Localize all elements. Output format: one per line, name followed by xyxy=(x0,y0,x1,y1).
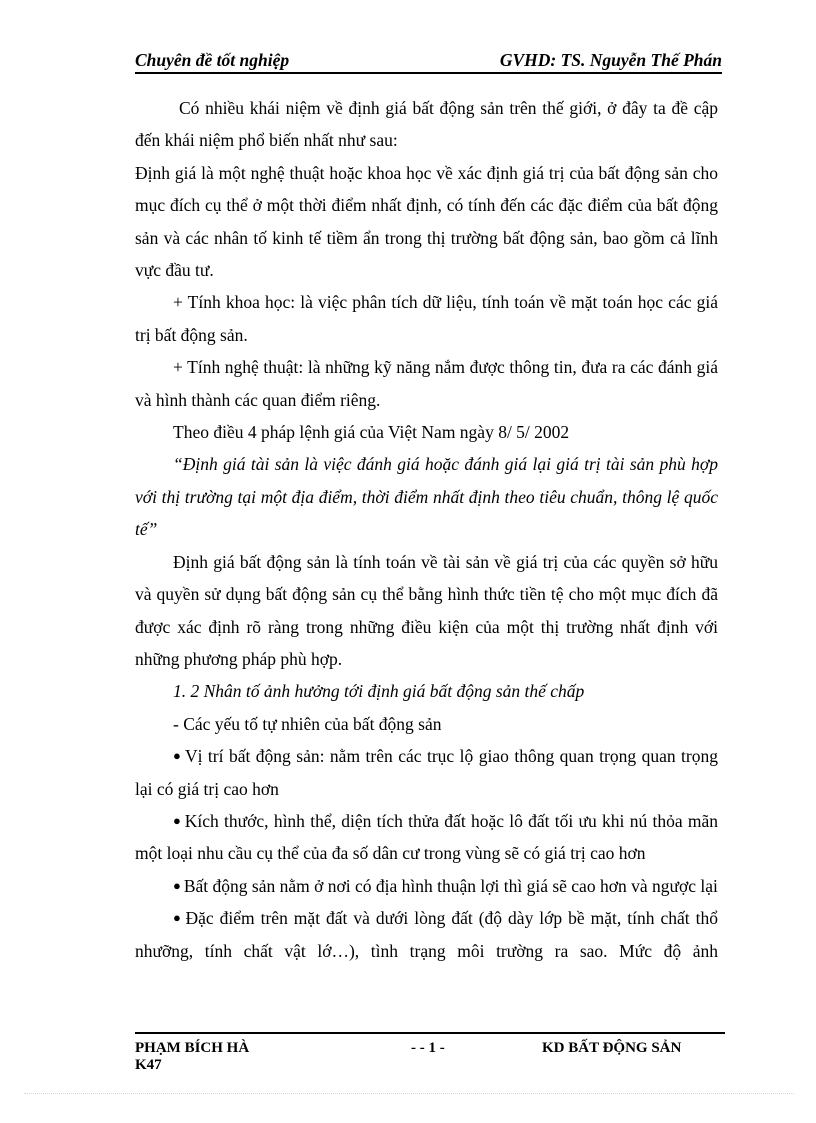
author-class: K47 xyxy=(135,1057,162,1073)
document-body xyxy=(135,92,718,967)
paragraph-science: + Tính khoa học: là việc phân tích dữ liệu, tính toán về mặt toán học các giá trị bất động sản. xyxy=(135,292,718,345)
bullet-text: Đặc điểm trên mặt đất và dưới lòng đất (độ dày lớp bề mặt, tính chất thổ nhưỡng, tính chất vật lớ…), tình trạng môi trường ra sao. Mức độ ảnh xyxy=(135,908,718,961)
bullet-icon: ● xyxy=(173,877,181,893)
bullet-size xyxy=(135,805,718,870)
footer-divider xyxy=(135,1032,725,1034)
paragraph-ordinance: Theo điều 4 pháp lệnh giá của Việt Nam ngày 8/ 5/ 2002 xyxy=(173,422,570,443)
bullet-surface xyxy=(135,902,718,967)
paragraph-definition: Định giá là một nghệ thuật hoặc khoa học về xác định giá trị của bất động sản cho mục đích cụ thể ở một thời điểm nhất định, có tính đến các đặc điểm của bất động sản và các nhân tố kinh tế tiềm ẩn trong thị trường bất động sản, bao gồm cả lĩnh vực đầu tư. xyxy=(135,162,718,281)
page-bottom-dotted-line xyxy=(24,1093,794,1094)
page-number: - - 1 - xyxy=(411,1040,445,1056)
paragraph-natural-factors: - Các yếu tố tự nhiên của bất động sản xyxy=(173,713,442,734)
footer-department: KD BẤT ĐỘNG SẢN xyxy=(542,1040,682,1056)
paragraph-intro: Có nhiều khái niệm về định giá bất động sản trên thế giới, ở đây ta đề cập đến khái niệm phổ biến nhất như sau: xyxy=(135,98,718,151)
section-heading: 1. 2 Nhân tố ảnh hưởng tới định giá bất động sản thế chấp xyxy=(173,681,585,702)
paragraph-art: + Tính nghệ thuật: là những kỹ năng nắm được thông tin, đưa ra các đánh giá và hình thành các quan điểm riêng. xyxy=(135,357,718,410)
header-title: Chuyên đề tốt nghiệp xyxy=(135,50,290,70)
bullet-text: Vị trí bất động sản: nằm trên các trục lộ giao thông quan trọng quan trọng lại có giá trị cao hơn xyxy=(135,746,718,799)
paragraph-real-estate-valuation: Định giá bất động sản là tính toán về tài sản về giá trị của các quyền sở hữu và quyền sử dụng bất động sản cụ thể bằng hình thức tiền tệ cho một mục đích đã được xác định rõ ràng trong những điều kiện của một thị trường nhất định với những phương pháp phù hợp. xyxy=(135,551,718,669)
bullet-icon: ● xyxy=(173,812,182,828)
bullet-icon: ● xyxy=(173,910,183,926)
bullet-text: Kích thước, hình thể, diện tích thửa đất hoặc lô đất tối ưu khi nú thỏa mãn một loại nhu cầu cụ thể của đa số dân cư trong vùng sẽ có giá trị cao hơn xyxy=(135,810,718,864)
bullet-text: Bất động sản nằm ở nơi có địa hình thuận lợi thì giá sẽ cao hơn và ngược lại xyxy=(183,875,718,896)
page-header xyxy=(135,48,722,74)
paragraph-quote: “Định giá tài sản là việc đánh giá hoặc đánh giá lại giá trị tài sản phù hợp với thị trường tại một địa điểm, thời điểm nhất định theo tiêu chuẩn, thông lệ quốc tế” xyxy=(135,454,718,540)
bullet-terrain xyxy=(135,870,718,902)
author-name: PHẠM BÍCH HÀ xyxy=(135,1040,250,1056)
bullet-icon: ● xyxy=(173,748,182,764)
footer-author xyxy=(135,1040,249,1074)
header-advisor: GVHD: TS. Nguyễn Thế Phán xyxy=(499,50,722,70)
page-footer xyxy=(135,1038,725,1078)
bullet-location xyxy=(135,740,718,805)
